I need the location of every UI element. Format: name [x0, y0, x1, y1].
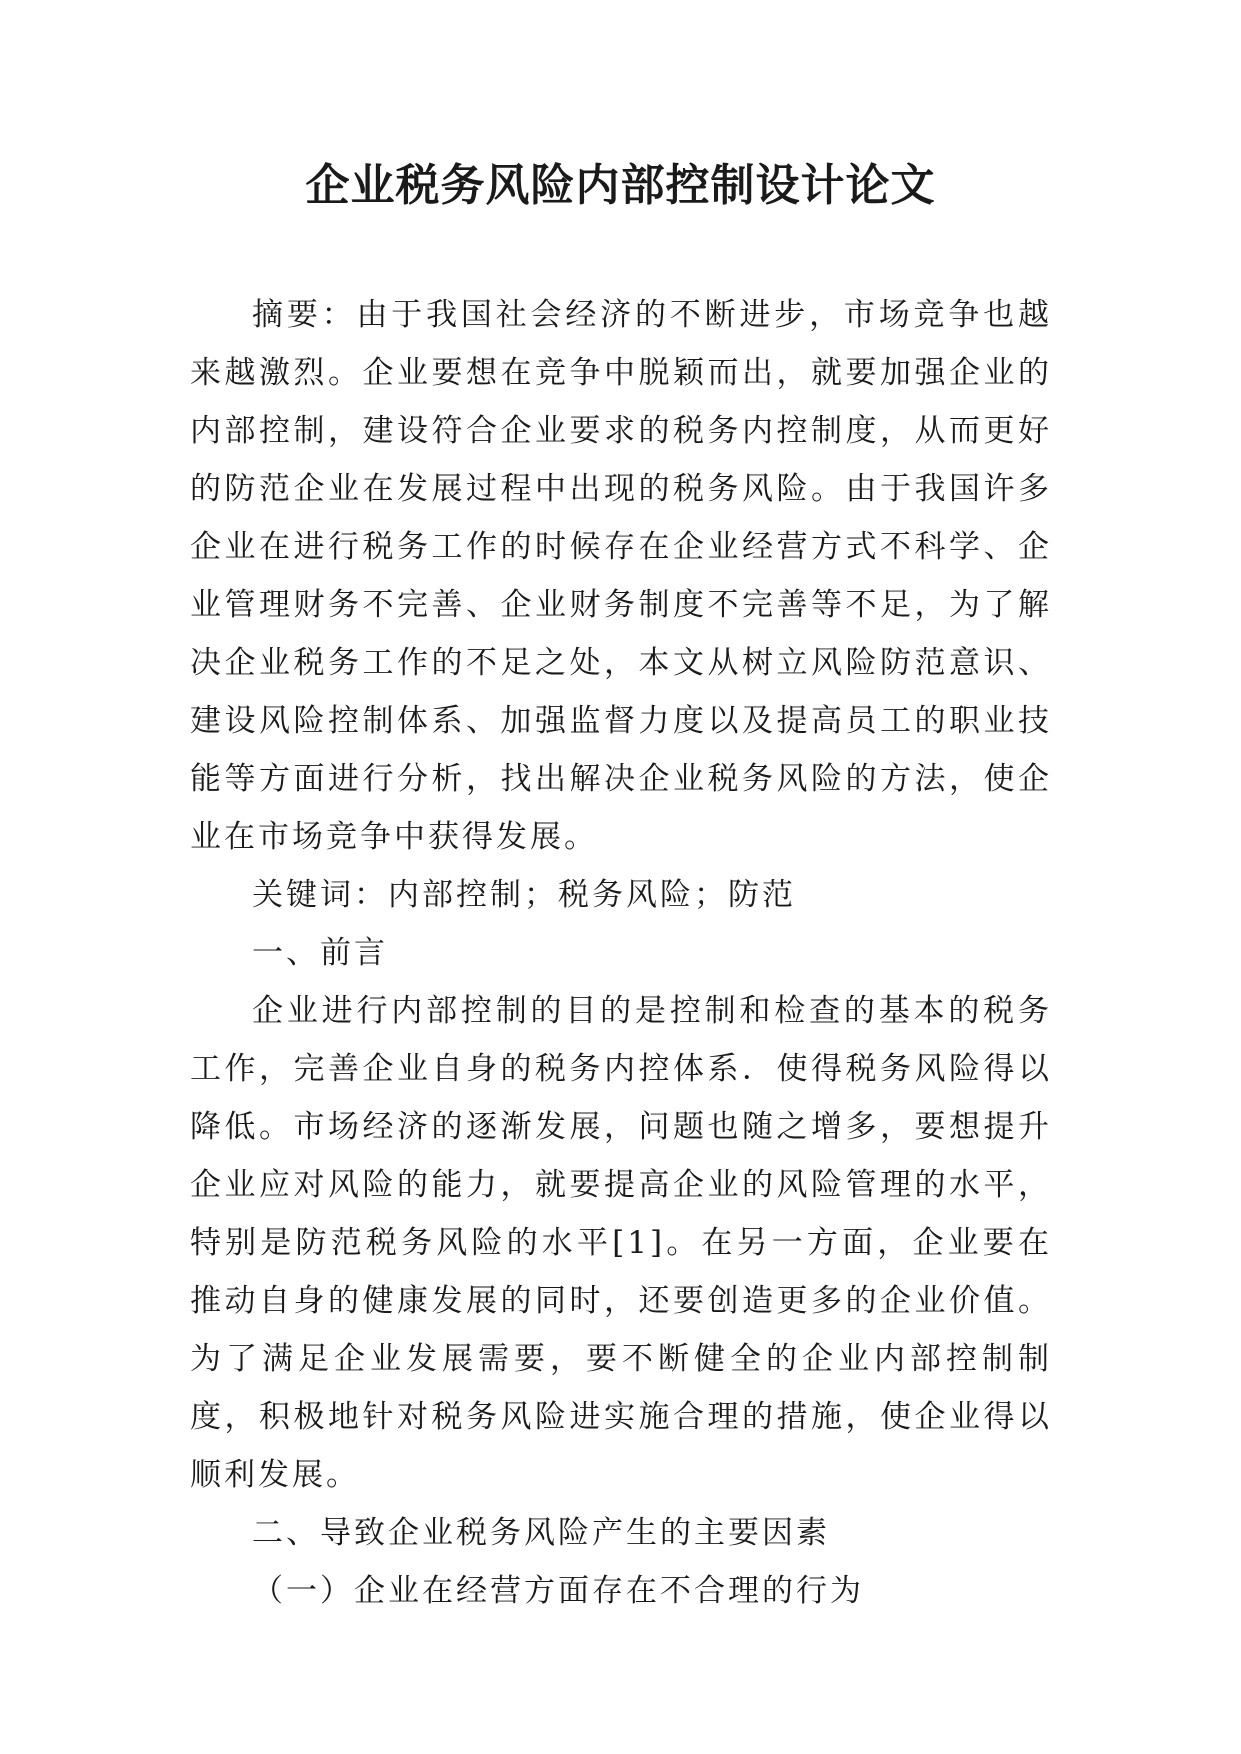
keywords-line: 关键词：内部控制；税务风险；防范 [252, 877, 796, 913]
abstract-paragraph: 摘要：由于我国社会经济的不断进步，市场竞争也越来越激烈。企业要想在竞争中脱颖而出，就要加强企业的内部控制，建设符合企业要求的税务内控制度，从而更好的防范企业在发展过程中出现的税务风险。由于我国许多企业在进行税务工作的时候存在企业经营方式不科学、企业管理财务不完善、企业财务制度不完善等不足，为了解决企业税务工作的不足之处，本文从树立风险防范意识、建设风险控制体系、加强监督力度以及提高员工的职业技能等方面进行分析，找出解决企业税务风险的方法，使企业在市场竞争中获得发展。 [190, 297, 1052, 855]
preface-paragraph: 企业进行内部控制的目的是控制和检查的基本的税务工作，完善企业自身的税务内控体系．使得税务风险得以降低。市场经济的逐渐发展，问题也随之增多，要想提升企业应对风险的能力，就要提高企业的风险管理的水平，特别是防范税务风险的水平[1]。在另一方面，企业要在推动自身的健康发展的同时，还要创造更多的企业价值。为了满足企业发展需要，要不断健全的企业内部控制制度，积极地针对税务风险进实施合理的措施，使企业得以顺利发展。 [190, 993, 1052, 1493]
document-body [190, 286, 1052, 1620]
section-heading-preface: 一、前言 [252, 935, 388, 971]
section-heading-factors: 二、导致企业税务风险产生的主要因素 [252, 1515, 830, 1551]
document-title: 企业税务风险内部控制设计论文 [305, 160, 936, 211]
subsection-heading-operations: （一）企业在经营方面存在不合理的行为 [252, 1573, 864, 1609]
